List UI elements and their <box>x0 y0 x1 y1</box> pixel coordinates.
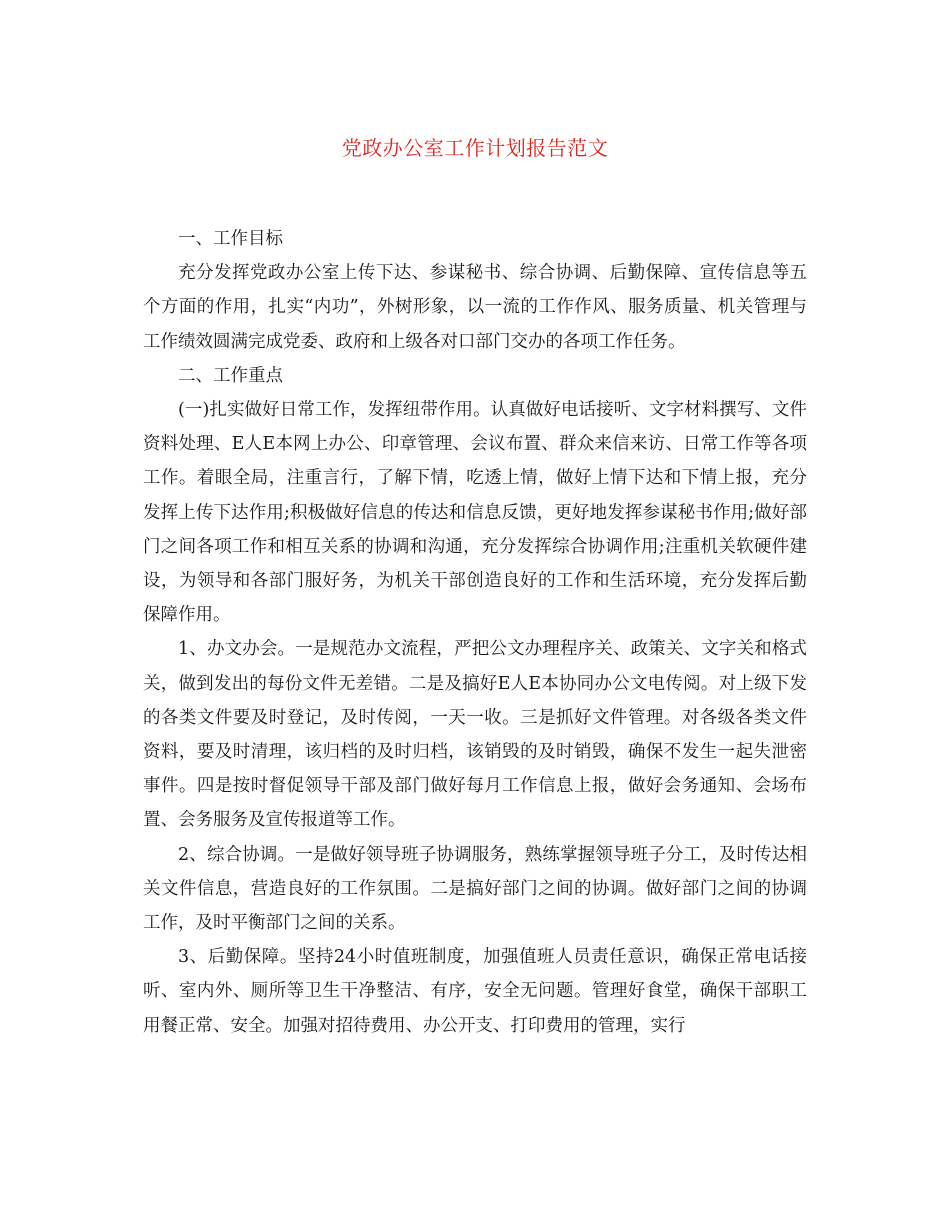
document-body <box>143 222 807 1043</box>
paragraph-daily-work: (一)扎实做好日常工作，发挥纽带作用。认真做好电话接听、文字材料撰写、文件资料处理、E人E本网上办公、印章管理、会议布置、群众来信来访、日常工作等各项工作。着眼全局，注重言行，了解下情，吃透上情，做好上情下达和下情上报，充分发挥上传下达作用;积极做好信息的传达和信息反馈，更好地发挥参谋秘书作用;做好部门之间各项工作和相互关系的协调和沟通，充分发挥综合协调作用;注重机关软硬件建设，为领导和各部门服好务，为机关干部创造良好的工作和生活环境，充分发挥后勤保障作用。 <box>143 400 807 626</box>
paragraph-coordination: 2、综合协调。一是做好领导班子协调服务，熟练掌握领导班子分工，及时传达相关文件信息，营造良好的工作氛围。二是搞好部门之间的协调。做好部门之间的协调工作，及时平衡部门之间的关系。 <box>143 844 807 934</box>
heading-work-goals: 一、工作目标 <box>178 229 283 249</box>
paragraph-work-goals: 充分发挥党政办公室上传下达、参谋秘书、综合协调、后勤保障、宣传信息等五个方面的作用，扎实“内功”，外树形象，以一流的工作作风、服务质量、机关管理与工作绩效圆满完成党委、政府和上级各对口部门交办的各项工作任务。 <box>143 263 807 352</box>
document-title: 党政办公室工作计划报告范文 <box>341 136 609 160</box>
paragraph-logistics: 3、后勤保障。坚持24小时值班制度，加强值班人员责任意识，确保正常电话接听、室内外、厕所等卫生干净整洁、有序，安全无问题。管理好食堂，确保干部职工用餐正常、安全。加强对招待费用、办公开支、打印费用的管理，实行 <box>143 947 807 1036</box>
heading-work-focus: 二、工作重点 <box>178 365 283 386</box>
paragraph-documents-meetings: 1、办文办会。一是规范办文流程，严把公文办理程序关、政策关、文字关和格式关，做到发出的每份文件无差错。二是及搞好E人E本协同办公文电传阅。对上级下发的各类文件要及时登记，及时传阅，一天一收。三是抓好文件管理。对各级各类文件资料，要及时清理，该归档的及时归档，该销毁的及时销毁，确保不发生一起失泄密事件。四是按时督促领导干部及部门做好每月工作信息上报，做好会务通知、会场布置、会务服务及宣传报道等工作。 <box>143 639 807 831</box>
